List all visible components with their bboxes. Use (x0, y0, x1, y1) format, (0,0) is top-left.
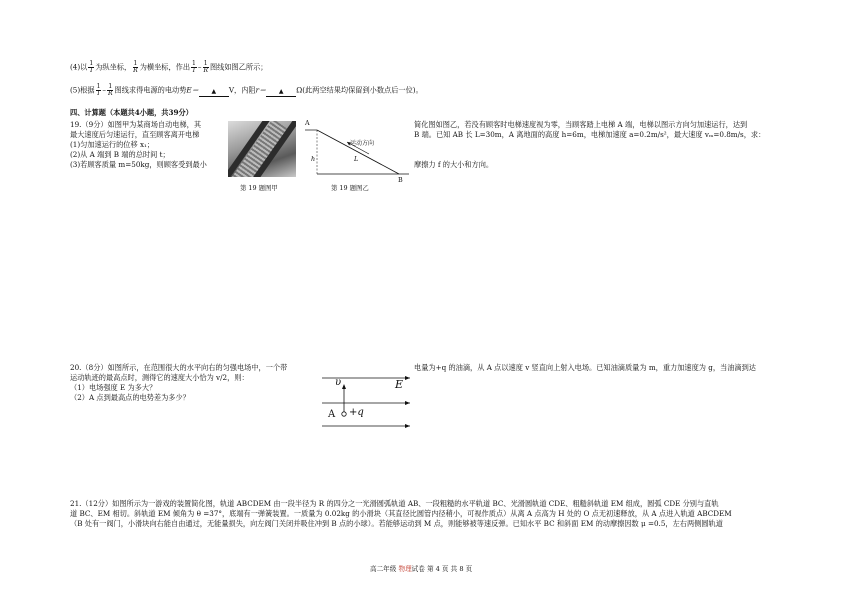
footer-page: 试卷 第 4 页 共 8 页 (411, 565, 473, 573)
q18-line5-E: E＝ (186, 85, 199, 95)
q19-line5: (3)若顾客质量 m=50kg，则顾客受到最小 (70, 160, 207, 169)
escalator-diagram (303, 128, 411, 180)
charge-circle (342, 412, 346, 416)
q18-line5-r: r＝ (255, 85, 267, 95)
q18-line4: (4)以 $\frac{1}{I}$ 为纵坐标， $\frac{1}{R}$ 为横坐标，作出 $\frac{1}{I}$ – $\frac{1}{R}$ 图线如图乙所示； (70, 60, 268, 74)
q18-line4-b: 为纵坐标， (95, 62, 132, 72)
field-arrow-middle (405, 401, 410, 405)
section-heading: 四、计算题（本题共4小题，共39分） (70, 108, 193, 117)
page-footer (370, 563, 472, 573)
fraction-1-over-R-c: $\frac{1}{R}$ (107, 83, 113, 97)
footer-subject: 物理 (398, 565, 412, 573)
q19-right1: 简化图如图乙，若没有顾客时电梯速度视为零，当顾客踏上电梯 A 端，电梯以图示方向匀加速运行，达到 (414, 120, 748, 129)
q18-line5-c: V，内阻 (228, 85, 256, 95)
fig19b-label-B: B (398, 176, 403, 184)
fraction-1-over-R: $\frac{1}{R}$ (133, 60, 138, 74)
answer-blank-resistance: ▲ (266, 87, 296, 97)
q19-line4: (2)从 A 端到 B 端的总时间 t； (70, 150, 170, 159)
q18-line4-c: 为横坐标，作出 (139, 62, 191, 72)
q20-line2: 运动轨迹的最高点时，测得它的速度大小恰为 v/2，则： (70, 373, 249, 382)
q19-right2: B 端。已知 AB 长 L=30m，A 离地面的高度 h=6m，电梯加速度 a=0.2m/s²，最大速度 vₘ=0.8m/s，求： (414, 130, 766, 139)
fig19b-arrow-text: 运动方向 (350, 140, 375, 147)
fig19b-label-h: h (311, 155, 316, 163)
velocity-arrow-head (342, 384, 346, 389)
q18-line4-a: (4)以 (70, 62, 88, 72)
q18-line5: (5)根据 $\frac{1}{I}$ – $\frac{1}{R}$ 图线求得电源的电动势E＝ ▲ V，内阻r＝ ▲ Ω(此两空结果均保留到小数点后一位)。 (70, 83, 423, 97)
escalator-photo (228, 121, 296, 177)
fig20-label-A: A (328, 409, 336, 420)
fig20-label-E: E (395, 378, 404, 391)
q19-line2: 最大速度后匀速运行，直至顾客离开电梯 (70, 130, 200, 139)
fig20-label-q: +q (349, 407, 364, 418)
fig20-label-v: υ (335, 377, 342, 388)
fraction-1-over-I-b: $\frac{1}{I}$ (192, 60, 196, 74)
q19-right3: 摩擦力 f 的大小和方向。 (414, 160, 494, 169)
q20-line3: （1）电场强度 E 为多大？ (70, 383, 157, 392)
q20-line1: 20.（8分）如图所示，在范围很大的水平向右的匀强电场中，一个带 (70, 363, 288, 372)
q19-line1: 19.（9分）如图甲为某商场自动电梯，其 (70, 120, 202, 129)
q21-line2: 道 BC、EM 相切。斜轨道 EM 倾角为 θ =37°，底端有一弹簧装置。一质量为 0.02kg 的小滑块（其直径比圆管内径稍小，可视作质点）从离 A 点高为 H 处的 O 点无初速释放，从 A 点进入轨道 ABCDEM (70, 509, 732, 518)
fraction-1-over-I: $\frac{1}{I}$ (89, 60, 94, 74)
fig19b-label-L: L (354, 155, 359, 163)
q21-line3: （B 处有一阀门，小滑块向右能自由通过，无能量损失，向左阀门关闭并吸住冲到 B 点的小球）。若能够运动到 M 点，则能够被等速反弹。已知水平 BC 和斜面 EM 的动摩擦因数 μ =0.5，左右两侧圆轨道 (70, 519, 723, 528)
fig19b-label-A: A (305, 119, 310, 127)
fraction-1-over-R-b: $\frac{1}{R}$ (203, 60, 208, 74)
q18-line5-d: Ω(此两空结果均保留到小数点后一位)。 (296, 85, 423, 95)
q20-line4: （2）A 点到最高点的电势差为多少？ (70, 393, 190, 402)
fig19b-caption: 第 19 题图乙 (331, 184, 369, 192)
field-arrow-top (405, 376, 410, 380)
q20-right1: 电量为+q 的油滴，从 A 点以速度 v 竖直向上射入电场。已知油滴质量为 m，重力加速度为 g，当油滴到达 (414, 363, 756, 372)
q19-line3: (1)匀加速运行的位移 x₁； (70, 140, 155, 149)
incline-line (317, 130, 399, 174)
q18-line5-a: (5)根据 (70, 85, 95, 95)
fig19a-caption: 第 19 题图甲 (240, 184, 278, 192)
q18-line4-d: 图线如图乙所示； (209, 62, 268, 72)
q21-line1: 21.（12分）如图所示为一游戏的装置简化图，轨道 ABCDEM 由一段半径为 R 的四分之一光滑圆弧轨道 AB、一段粗糙的水平轨道 BC、光滑圆轨道 CDE、粗糙斜轨道 EM 组成，圆弧 CDE 分别与直轨 (70, 499, 719, 508)
footer-grade: 高二年级 (370, 565, 397, 573)
field-arrow-bottom (405, 424, 410, 428)
fraction-1-over-I-c: $\frac{1}{I}$ (96, 83, 101, 97)
q18-line5-b: 图线求得电源的电动势 (114, 85, 187, 95)
answer-blank-emf: ▲ (199, 87, 229, 97)
